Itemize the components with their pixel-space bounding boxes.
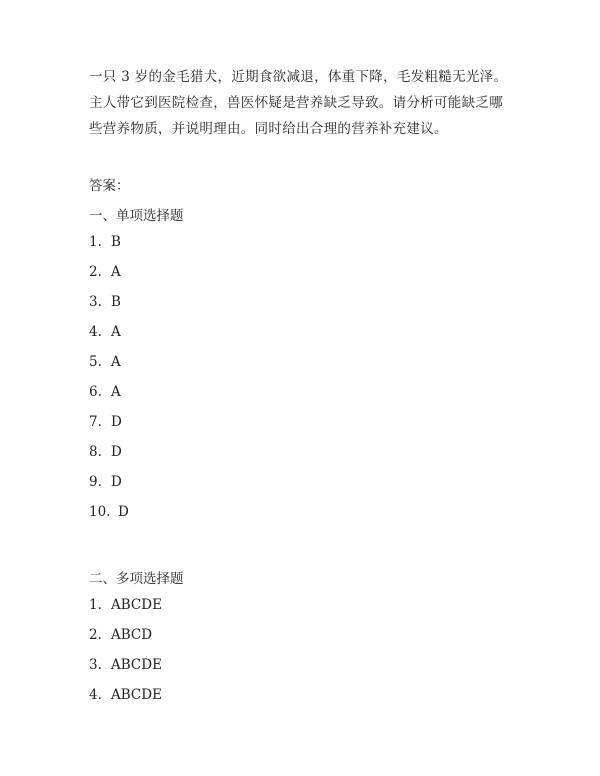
answer-number: 9.: [89, 474, 102, 490]
answer-item: [89, 264, 121, 280]
answer-value: A: [111, 354, 121, 370]
answer-item: [89, 504, 129, 520]
answer-number: 6.: [89, 384, 102, 400]
answer-value: B: [111, 234, 121, 250]
answer-item: [89, 294, 121, 310]
answer-number: 2.: [89, 627, 102, 643]
answer-number: 3.: [89, 294, 102, 310]
answer-value: ABCDE: [111, 687, 162, 703]
answer-value: D: [111, 444, 122, 460]
answer-value: ABCD: [111, 627, 153, 643]
answer-value: ABCDE: [111, 657, 162, 673]
answer-item: [89, 657, 162, 673]
answer-item: [89, 627, 152, 643]
answer-item: [89, 414, 122, 430]
answer-number: 2.: [89, 264, 102, 280]
answer-number: 10.: [89, 504, 111, 520]
answer-number: 7.: [89, 414, 102, 430]
answer-item: [89, 354, 121, 370]
answer-item: [89, 384, 121, 400]
answer-item: [89, 597, 162, 613]
answer-number: 4.: [89, 687, 102, 703]
answer-item: [89, 234, 121, 250]
answer-value: A: [111, 264, 121, 280]
answer-item: [89, 444, 122, 460]
answers-heading: 答案：: [89, 178, 130, 194]
answer-number: 1.: [89, 234, 102, 250]
question-line: 些营养物质，并说明理由。同时给出合理的营养补充建议。: [89, 121, 448, 137]
answer-value: ABCDE: [111, 597, 162, 613]
answer-value: D: [111, 414, 122, 430]
section-title-multiple-choice: 二、多项选择题: [89, 571, 184, 587]
answer-value: B: [111, 294, 121, 310]
answer-value: A: [111, 384, 121, 400]
question-line: 一只 3 岁的金毛猎犬，近期食欲减退，体重下降，毛发粗糙无光泽。: [89, 69, 508, 85]
section-title-single-choice: 一、单项选择题: [89, 208, 184, 224]
answer-number: 3.: [89, 657, 102, 673]
answer-number: 5.: [89, 354, 102, 370]
answer-number: 8.: [89, 444, 102, 460]
answer-value: D: [111, 474, 122, 490]
answer-number: 1.: [89, 597, 102, 613]
answer-number: 4.: [89, 324, 102, 340]
answer-value: A: [111, 324, 121, 340]
answer-value: D: [118, 504, 129, 520]
question-line: 主人带它到医院检查，兽医怀疑是营养缺乏导致。请分析可能缺乏哪: [89, 95, 503, 111]
question-paragraph: [89, 64, 529, 142]
answer-item: [89, 474, 122, 490]
answer-item: [89, 687, 162, 703]
answer-item: [89, 324, 121, 340]
